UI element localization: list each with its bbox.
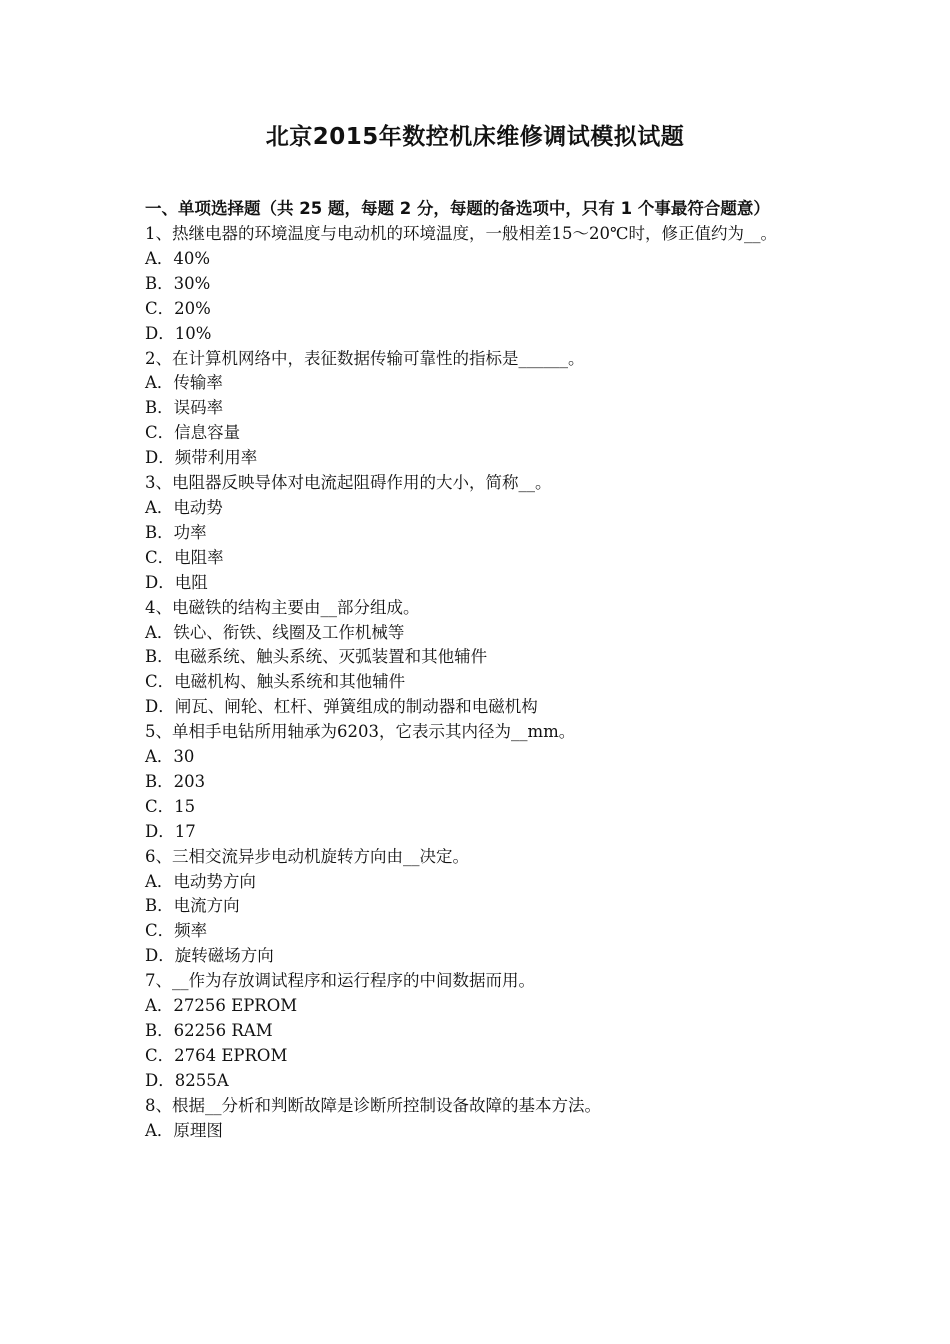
question-stem: 5、单相手电钻所用轴承为6203，它表示其内径为__mm。 — [145, 722, 576, 742]
answer-option: A．原理图 — [145, 1120, 223, 1140]
question-1 — [145, 222, 810, 347]
answer-option: B．30% — [145, 273, 211, 293]
answer-option: A．传输率 — [145, 373, 223, 393]
answer-option: A．铁心、衔铁、线圈及工作机械等 — [145, 622, 405, 642]
document-body — [145, 197, 810, 1144]
question-5 — [145, 720, 810, 845]
question-stem: 4、电磁铁的结构主要由__部分组成。 — [145, 597, 420, 617]
answer-option: C．频率 — [145, 921, 208, 941]
answer-option: B．电磁系统、触头系统、灭弧装置和其他辅件 — [145, 647, 488, 667]
answer-option: D．闸瓦、闸轮、杠杆、弹簧组成的制动器和电磁机构 — [145, 697, 538, 717]
question-list — [145, 222, 810, 1144]
question-stem: 2、在计算机网络中，表征数据传输可靠性的指标是______。 — [145, 348, 585, 368]
question-6 — [145, 845, 810, 970]
answer-option: A．27256 EPROM — [145, 996, 298, 1016]
answer-option: B．62256 RAM — [145, 1021, 273, 1040]
answer-option: C．2764 EPROM — [145, 1045, 288, 1065]
answer-option: D．17 — [145, 821, 196, 841]
answer-option: C．电磁机构、触头系统和其他辅件 — [145, 672, 406, 692]
answer-option: B．功率 — [145, 522, 207, 542]
question-4 — [145, 596, 810, 721]
question-8 — [145, 1094, 810, 1144]
answer-option: B．203 — [145, 771, 206, 791]
answer-option: C．信息容量 — [145, 423, 241, 443]
answer-option: A．40% — [145, 248, 211, 268]
question-stem: 7、__作为存放调试程序和运行程序的中间数据而用。 — [145, 971, 535, 991]
document-title: 北京2015年数控机床维修调试模拟试题 — [265, 124, 685, 150]
answer-option: D．旋转磁场方向 — [145, 946, 274, 966]
answer-option: C．电阻率 — [145, 547, 224, 567]
answer-option: A．30 — [145, 747, 195, 767]
answer-option: B．误码率 — [145, 398, 224, 418]
answer-option: D．8255A — [145, 1070, 229, 1090]
section-heading: 一、单项选择题（共 25 题，每题 2 分，每题的备选项中，只有 1 个事最符合题意） — [145, 199, 770, 218]
answer-option: D．频带利用率 — [145, 448, 258, 468]
question-stem: 1、热继电器的环境温度与电动机的环境温度，一般相差15～20℃时，修正值约为__。 — [145, 224, 777, 243]
answer-option: B．电流方向 — [145, 896, 240, 916]
answer-option: D．电阻 — [145, 572, 208, 592]
answer-option: A．电动势方向 — [145, 871, 256, 891]
question-7 — [145, 969, 810, 1094]
answer-option: D．10% — [145, 323, 212, 343]
answer-option: C．20% — [145, 298, 211, 318]
question-3 — [145, 471, 810, 596]
question-stem: 8、根据__分析和判断故障是诊断所控制设备故障的基本方法。 — [145, 1095, 601, 1115]
question-stem: 6、三相交流异步电动机旋转方向由__决定。 — [145, 846, 469, 866]
question-stem: 3、电阻器反映导体对电流起阻碍作用的大小，简称__。 — [145, 473, 552, 493]
question-2 — [145, 347, 810, 472]
answer-option: C．15 — [145, 796, 196, 816]
answer-option: A．电动势 — [145, 497, 223, 517]
